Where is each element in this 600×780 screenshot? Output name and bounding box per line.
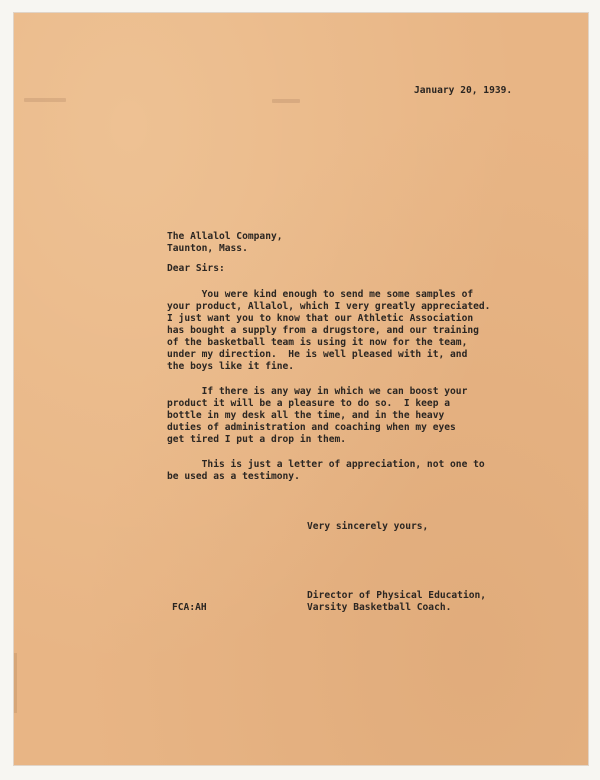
closing: Very sincerely yours, <box>307 521 429 532</box>
paragraph-line: bottle in my desk all the time, and in the heavy <box>167 410 445 421</box>
bleed-through-mark <box>24 98 66 102</box>
paragraph-line: You were kind enough to send me some samples of <box>167 289 474 300</box>
paragraph-line: be used as a testimony. <box>167 471 300 482</box>
recipient-city: Taunton, Mass. <box>167 243 248 254</box>
paragraph-line: get tired I put a drop in them. <box>167 434 347 445</box>
salutation: Dear Sirs: <box>167 263 225 274</box>
bleed-through-mark <box>272 99 300 103</box>
paragraph-line: your product, Allalol, which I very greatly appreciated. <box>167 301 491 312</box>
paragraph-line: under my direction. He is well pleased with it, and <box>167 349 468 360</box>
paragraph-line: I just want you to know that our Athletic Association <box>167 313 474 324</box>
paragraph-line: This is just a letter of appreciation, not one to <box>167 459 485 470</box>
paragraph-line: of the basketball team is using it now for the team, <box>167 337 468 348</box>
paragraph-line: has bought a supply from a drugstore, and our training <box>167 325 479 336</box>
paragraph-line: the boys like it fine. <box>167 361 295 372</box>
paragraph-line: duties of administration and coaching when my eyes <box>167 422 456 433</box>
signature-title-line: Director of Physical Education, <box>307 590 487 601</box>
typist-initials: FCA:AH <box>172 602 207 613</box>
letter-page <box>14 13 588 765</box>
paragraph-line: If there is any way in which we can boost your <box>167 386 468 397</box>
letter-date: January 20, 1939. <box>414 85 513 96</box>
recipient-name: The Allalol Company, <box>167 231 283 242</box>
paragraph-line: product it will be a pleasure to do so. I keep a <box>167 398 451 409</box>
signature-title-line: Varsity Basketball Coach. <box>307 602 452 613</box>
page-fold-mark <box>14 653 17 713</box>
